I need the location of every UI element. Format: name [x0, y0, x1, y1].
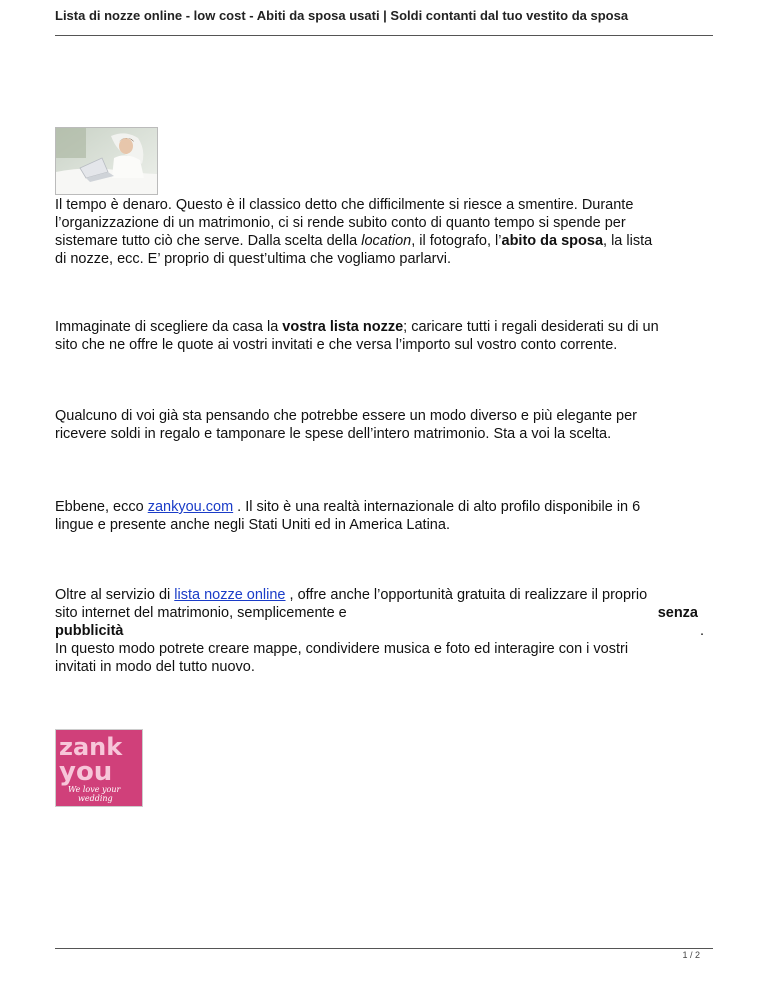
oltre-paragraph: [55, 586, 720, 676]
bride-laptop-illustration: [56, 128, 157, 194]
oltre-text: , offre anche l’opportunità gratuita di realizzare il proprio: [285, 587, 648, 603]
qualcuno-line-1: Qualcuno di voi già sta pensando che potrebbe essere un modo diverso e più elegante per: [55, 408, 638, 424]
oltre-line-5: invitati in modo del tutto nuovo.: [55, 659, 255, 675]
oltre-text: sito internet del matrimonio, semplicemente e: [55, 605, 347, 621]
intro-line-1: Il tempo è denaro. Questo è il classico detto che difficilmente si riesce a smentire. Durante: [55, 197, 634, 213]
zankyou-logo: [55, 729, 143, 807]
page-title: Lista di nozze online - low cost - Abiti da sposa usati | Soldi contanti dal tuo vestito da sposa: [55, 8, 629, 23]
ebbene-line-2: lingue e presente anche negli Stati Uniti ed in America Latina.: [55, 517, 450, 533]
oltre-line-2: [55, 604, 720, 622]
zankyou-link[interactable]: zankyou.com: [147, 499, 234, 515]
vostra-lista-nozze-bold: vostra lista nozze: [282, 319, 404, 335]
logo-tagline-1: We love your: [68, 785, 121, 794]
logo-you-text: you: [59, 757, 113, 787]
footer-divider: [55, 948, 713, 949]
lista-text: Immaginate di scegliere da casa la: [55, 319, 283, 335]
oltre-line-3: [55, 622, 720, 640]
intro-text: , il fotografo, l’: [411, 233, 502, 249]
intro-line-4: di nozze, ecc. E’ proprio di quest’ultima che vogliamo parlarvi.: [55, 251, 451, 267]
intro-text: , la lista: [603, 233, 653, 249]
intro-line-3: [55, 232, 720, 250]
senza-bold: senza: [657, 605, 698, 621]
lista-line-1: [55, 318, 720, 336]
ebbene-paragraph: [55, 498, 720, 534]
header-divider: [55, 35, 713, 36]
logo-zank-text: zank: [59, 733, 123, 761]
intro-paragraph: [55, 196, 720, 268]
logo-tagline-2: wedding: [78, 794, 113, 803]
lista-nozze-paragraph: [55, 318, 720, 354]
intro-text: sistemare tutto ciò che serve. Dalla scelta della: [55, 233, 362, 249]
qualcuno-paragraph: [55, 407, 720, 443]
oltre-line-1: [55, 586, 720, 604]
ebbene-text: . Il sito è una realtà internazionale di alto profilo disponibile in 6: [233, 499, 641, 515]
pubblicita-bold: pubblicità: [55, 623, 124, 639]
qualcuno-line-2: ricevere soldi in regalo e tamponare le spese dell’intero matrimonio. Sta a voi la scelta.: [55, 426, 612, 442]
lista-line-2: sito che ne offre le quote ai vostri invitati e che versa l’importo sul vostro conto corrente.: [55, 337, 618, 353]
bride-laptop-photo: [55, 127, 158, 195]
zankyou-logo-graphic: [56, 730, 142, 806]
lista-nozze-online-link[interactable]: lista nozze online: [174, 587, 286, 603]
oltre-text: Oltre al servizio di: [55, 587, 175, 603]
page-number: 1 / 2: [682, 950, 700, 960]
lista-text: ; caricare tutti i regali desiderati su di un: [403, 319, 659, 335]
ebbene-line-1: [55, 498, 720, 516]
ebbene-text: Ebbene, ecco: [55, 499, 148, 515]
abito-da-sposa-bold: abito da sposa: [501, 233, 604, 249]
oltre-line-4: In questo modo potrete creare mappe, condividere musica e foto ed interagire con i vostri: [55, 641, 629, 657]
location-italic: location: [361, 233, 412, 249]
oltre-period: .: [699, 623, 704, 639]
intro-line-2: l’organizzazione di un matrimonio, ci si rende subito conto di quanto tempo si spende per: [55, 215, 626, 231]
